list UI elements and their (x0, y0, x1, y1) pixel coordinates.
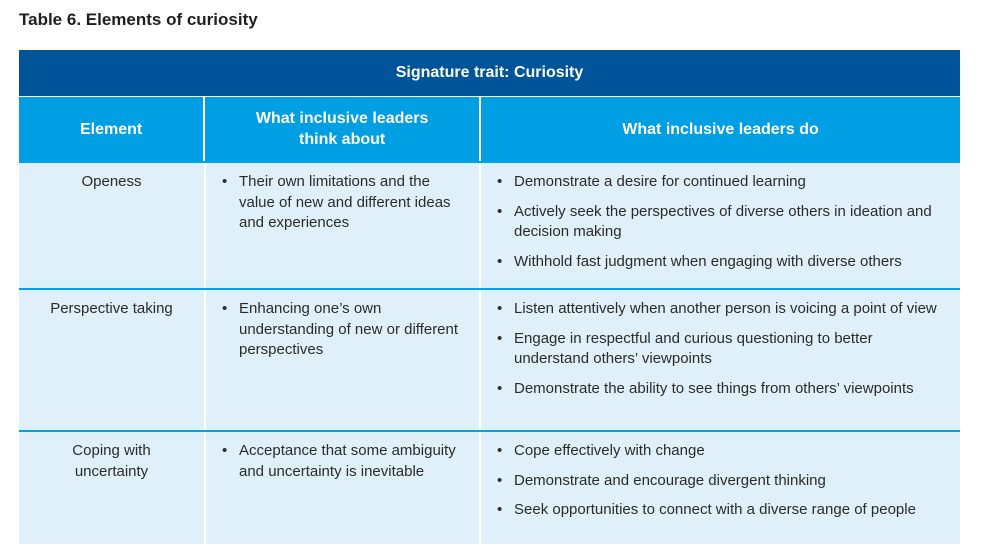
bullet-icon: • (497, 252, 503, 270)
bullet-icon: • (497, 471, 503, 489)
list-item: • Withhold fast judgment when engaging with diverse others (481, 252, 960, 273)
list-item: • Demonstrate and encourage divergent thinking (481, 471, 960, 492)
column-header-think (203, 97, 479, 161)
list-item: • Engage in respectful and curious questioning to better understand others’ viewpoints (497, 329, 873, 367)
list-item: • Demonstrate a desire for continued learning (481, 172, 960, 193)
table-row (19, 288, 960, 430)
list-item: • Their own limitations and the value of new and different ideas and experiences (222, 173, 451, 231)
bullet-icon: • (497, 442, 503, 459)
think-cell (204, 163, 479, 288)
column-header-think-line2: think about (299, 131, 386, 148)
think-cell (204, 290, 479, 430)
element-label-line2: uncertainty (74, 462, 149, 480)
list-item: • Cope effectively with change (481, 441, 960, 462)
bullet-icon: • (497, 329, 503, 347)
table-title: Table 6. Elements of curiosity (19, 10, 258, 29)
column-header-think-line1: What inclusive leaders (255, 110, 429, 127)
column-header-element: Element (79, 120, 143, 138)
bullet-icon: • (497, 379, 503, 397)
list-item: • Listen attentively when another person is voicing a point of view (481, 299, 960, 320)
element-cell (19, 290, 204, 430)
bullet-icon: • (222, 173, 228, 190)
list-item: • Demonstrate the ability to see things from others’ viewpoints (481, 379, 960, 400)
table-row (19, 430, 960, 544)
bullet-icon: • (222, 442, 228, 459)
element-label-line1: Coping with (72, 442, 151, 459)
column-header-do: What inclusive leaders do (479, 97, 960, 161)
list-item: • Seek opportunities to connect with a diverse range of people (481, 500, 960, 521)
element-label: Openess (81, 173, 142, 190)
list-item: • Acceptance that some ambiguity and uncertainty is inevitable (222, 442, 456, 480)
think-cell (204, 432, 479, 544)
trait-header: Signature trait: Curiosity (19, 50, 960, 96)
bullet-icon: • (497, 173, 503, 190)
element-cell (19, 432, 204, 544)
do-cell (479, 163, 960, 288)
bullet-icon: • (497, 300, 503, 317)
column-header-row (19, 96, 960, 161)
bullet-icon: • (497, 501, 503, 518)
curiosity-table (19, 50, 960, 544)
element-cell (19, 163, 204, 288)
table-row (19, 161, 960, 288)
bullet-icon: • (497, 202, 503, 220)
do-cell (479, 432, 960, 544)
list-item: • Actively seek the perspectives of diverse others in ideation and decision making (497, 202, 932, 240)
bullet-icon: • (222, 300, 228, 317)
element-label: Perspective taking (50, 300, 173, 317)
list-item: • Enhancing one’s own understanding of new or different perspectives (222, 300, 459, 358)
do-cell (479, 290, 960, 430)
